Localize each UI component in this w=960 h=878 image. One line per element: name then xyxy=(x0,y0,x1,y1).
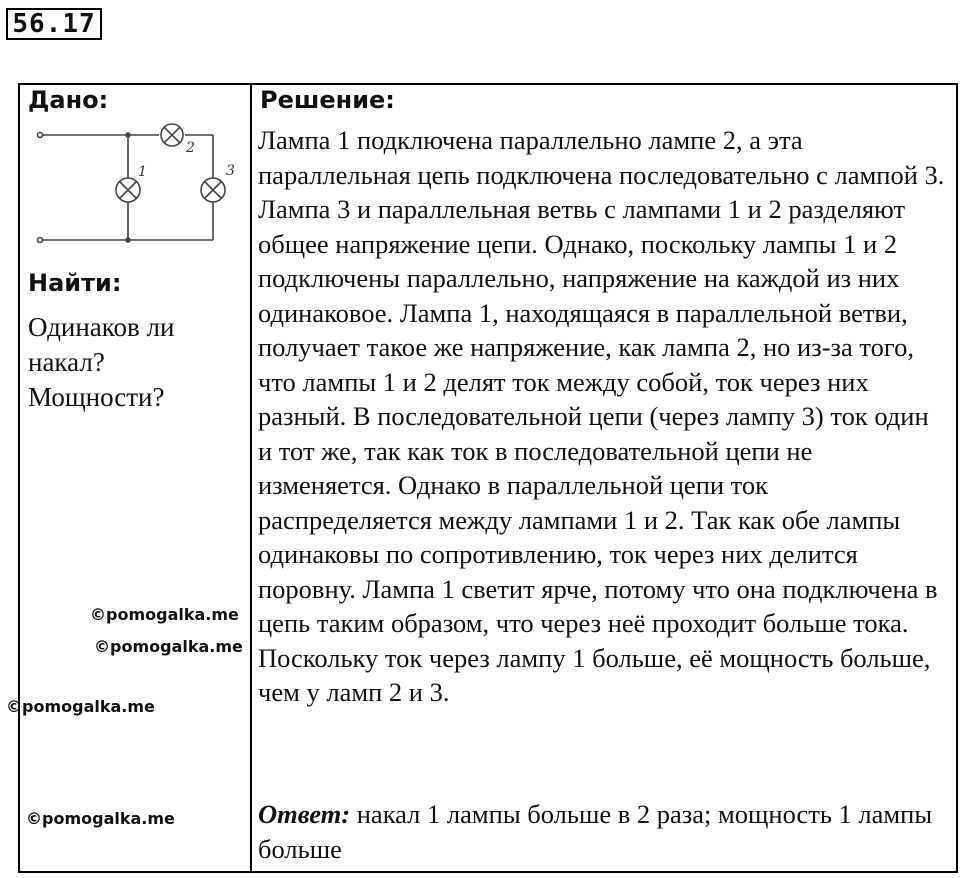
find-text: Одинаков ли накал? Мощности? xyxy=(28,312,175,412)
junction-bottom xyxy=(125,237,131,243)
watermark: ©pomogalka.me xyxy=(26,809,175,828)
given-heading: Дано: xyxy=(28,86,109,114)
terminal-top xyxy=(38,133,43,138)
lamp-1-label: 1 xyxy=(138,164,147,180)
column-divider xyxy=(250,83,252,873)
lamp-2-label: 2 xyxy=(186,140,195,156)
terminal-bottom xyxy=(38,238,43,243)
solution-heading: Решение: xyxy=(260,86,395,114)
watermark: ©pomogalka.me xyxy=(90,605,239,624)
watermark: ©pomogalka.me xyxy=(94,637,243,656)
answer xyxy=(258,797,948,866)
circuit-diagram xyxy=(28,120,238,255)
problem-number: 56.17 xyxy=(6,8,102,40)
find-heading: Найти: xyxy=(28,269,122,297)
lamp-3-icon xyxy=(201,178,225,202)
answer-label: Ответ: xyxy=(258,799,351,829)
lamp-1-icon xyxy=(116,178,140,202)
watermark: ©pomogalka.me xyxy=(6,697,155,716)
answer-text: накал 1 лампы больше в 2 раза; мощность 1 лампы больше xyxy=(258,799,933,864)
solution-text: Лампа 1 подключена параллельно лампе 2, а эта параллельная цепь подключена последовательно с лампой 3. Лампа 3 и параллельная ветвь с лампами 1 и 2 разделяют общее напряжение цепи. Однако, поскольку лампы 1 и 2 подключены параллельно, напряжение на каждой из них одинаковое. Лампа 1, находящаяся в параллельной ветви, получает такое же напряжение, как лампа 2, но из-за того, что лампы 1 и 2 делят ток между собой, ток через них разный. В последовательной цепи (через лампу 3) ток один и тот же, так как ток в последовательной цепи не изменяется. Однако в параллельной цепи ток распределяется между лампами 1 и 2. Так как обе лампы одинаковы по сопротивлению, ток через них делится поровну. Лампа 1 светит ярче, потому что она подключена в цепь таким образом, что через неё проходит больше тока. Поскольку ток через лампу 1 больше, её мощность больше, чем у ламп 2 и 3. xyxy=(258,125,945,707)
lamp-2-icon xyxy=(161,124,183,146)
junction-top xyxy=(125,132,131,138)
lamp-3-label: 3 xyxy=(226,163,235,179)
